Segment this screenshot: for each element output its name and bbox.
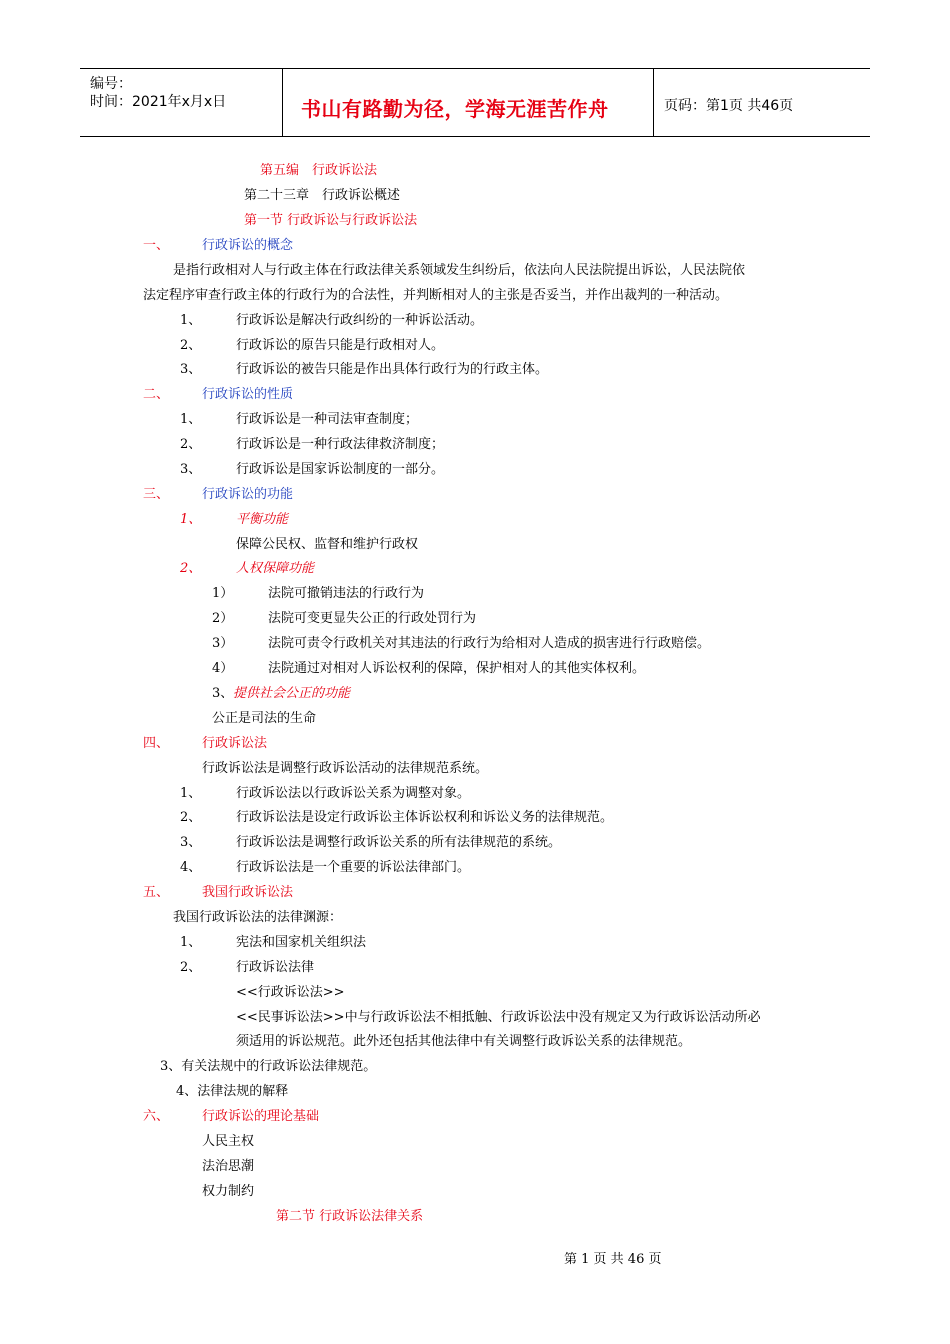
heading-number: 三、 [143, 487, 170, 502]
subheading-human-rights: 人权保障功能 [236, 561, 315, 576]
motto-text: 书山有路勤为径，学海无涯苦作舟 [301, 97, 609, 121]
item-number: 2、 [180, 437, 202, 452]
item-number: 3、 [180, 835, 202, 850]
subheading-balance: 平衡功能 [236, 512, 289, 527]
item-text: 行政诉讼是解决行政纠纷的一种诉讼活动。 [236, 313, 484, 328]
paragraph-line: 法定程序审查行政主体的行政行为的合法性，并判断相对人的主张是否妥当，并作出裁判的一种活动。 [143, 288, 729, 303]
subitem-number: 1） [212, 586, 234, 601]
item-text: 行政诉讼法是调整行政诉讼关系的所有法律规范的系统。 [236, 835, 562, 850]
header-meta-cell [80, 69, 283, 136]
section-title: 第二节 行政诉讼法律关系 [276, 1209, 424, 1224]
paragraph-line: 公正是司法的生命 [212, 711, 317, 726]
paragraph-line: 3、有关法规中的行政诉讼法律规范。 [160, 1059, 377, 1074]
item-number: 1、 [180, 313, 202, 328]
item-number: 1、 [180, 412, 202, 427]
header-page-cell [654, 69, 870, 136]
subheading-justice: 提供社会公正的功能 [233, 686, 351, 701]
item-text: 行政诉讼是一种行政法律救济制度； [236, 437, 445, 452]
paragraph-line: 4、法律法规的解释 [176, 1084, 289, 1099]
number-label: 编号： [90, 76, 132, 92]
heading-nature: 行政诉讼的性质 [202, 387, 294, 402]
paragraph-line: 权力制约 [202, 1184, 255, 1199]
paragraph-line: 人民主权 [202, 1134, 255, 1149]
paragraph-line: <<民事诉讼法>>中与行政诉讼法不相抵触、行政诉讼法中没有规定又为行政诉讼活动所必 [236, 1010, 761, 1025]
paragraph-line: <<行政诉讼法>> [236, 985, 345, 1000]
heading-number: 六、 [143, 1109, 170, 1124]
page-info: 页码：第1页 共46页 [664, 98, 794, 114]
chapter-title: 第二十三章 行政诉讼概述 [244, 188, 401, 203]
heading-number: 四、 [143, 736, 170, 751]
item-text: 行政诉讼法以行政诉讼关系为调整对象。 [236, 786, 471, 801]
item-number: 3、 [212, 686, 234, 701]
item-text: 行政诉讼是一种司法审查制度； [236, 412, 419, 427]
item-text: 行政诉讼法律 [236, 960, 315, 975]
item-text: 行政诉讼的原告只能是行政相对人。 [236, 338, 445, 353]
part-title: 第五编 行政诉讼法 [260, 163, 378, 178]
page-footer: 第 1 页 共 46 页 [564, 1252, 662, 1267]
item-number: 2、 [180, 338, 202, 353]
paragraph-line: 法治思潮 [202, 1159, 255, 1174]
item-text: 行政诉讼是国家诉讼制度的一部分。 [236, 462, 445, 477]
heading-number: 一、 [143, 238, 170, 253]
subitem-number: 2） [212, 611, 234, 626]
item-number: 1、 [180, 786, 202, 801]
item-text: 行政诉讼法是设定行政诉讼主体诉讼权利和诉讼义务的法律规范。 [236, 810, 614, 825]
heading-number: 二、 [143, 387, 170, 402]
item-number: 4、 [180, 860, 202, 875]
heading-concept: 行政诉讼的概念 [202, 238, 294, 253]
section-title: 第一节 行政诉讼与行政诉讼法 [244, 213, 418, 228]
item-text: 行政诉讼的被告只能是作出具体行政行为的行政主体。 [236, 362, 549, 377]
paragraph-line: 我国行政诉讼法的法律渊源： [173, 910, 343, 925]
item-number: 3、 [180, 362, 202, 377]
item-number: 1、 [180, 512, 202, 527]
item-number: 2、 [180, 960, 202, 975]
document-header [80, 68, 870, 137]
paragraph-line: 是指行政相对人与行政主体在行政法律关系领域发生纠纷后，依法向人民法院提出诉讼，人民法院依 [173, 263, 746, 278]
item-text: 宪法和国家机关组织法 [236, 935, 367, 950]
subitem-text: 法院通过对相对人诉讼权利的保障，保护相对人的其他实体权利。 [268, 661, 646, 676]
paragraph-line: 行政诉讼法是调整行政诉讼活动的法律规范系统。 [202, 761, 489, 776]
item-number: 2、 [180, 810, 202, 825]
heading-chinese-law: 我国行政诉讼法 [202, 885, 294, 900]
heading-law: 行政诉讼法 [202, 736, 268, 751]
heading-number: 五、 [143, 885, 170, 900]
paragraph-line: 保障公民权、监督和维护行政权 [236, 537, 419, 552]
subitem-text: 法院可责令行政机关对其违法的行政行为给相对人造成的损害进行行政赔偿。 [268, 636, 711, 651]
subitem-text: 法院可撤销违法的行政行为 [268, 586, 425, 601]
item-text: 行政诉讼法是一个重要的诉讼法律部门。 [236, 860, 471, 875]
subitem-text: 法院可变更显失公正的行政处罚行为 [268, 611, 477, 626]
heading-theory: 行政诉讼的理论基础 [202, 1109, 320, 1124]
item-number: 1、 [180, 935, 202, 950]
subitem-number: 3） [212, 636, 234, 651]
item-number: 2、 [180, 561, 202, 576]
header-motto-cell [283, 69, 654, 136]
item-number: 3、 [180, 462, 202, 477]
heading-function: 行政诉讼的功能 [202, 487, 294, 502]
subitem-number: 4） [212, 661, 234, 676]
paragraph-line: 须适用的诉讼规范。此外还包括其他法律中有关调整行政诉讼关系的法律规范。 [236, 1034, 692, 1049]
time-label: 时间：2021年x月x日 [90, 94, 227, 110]
